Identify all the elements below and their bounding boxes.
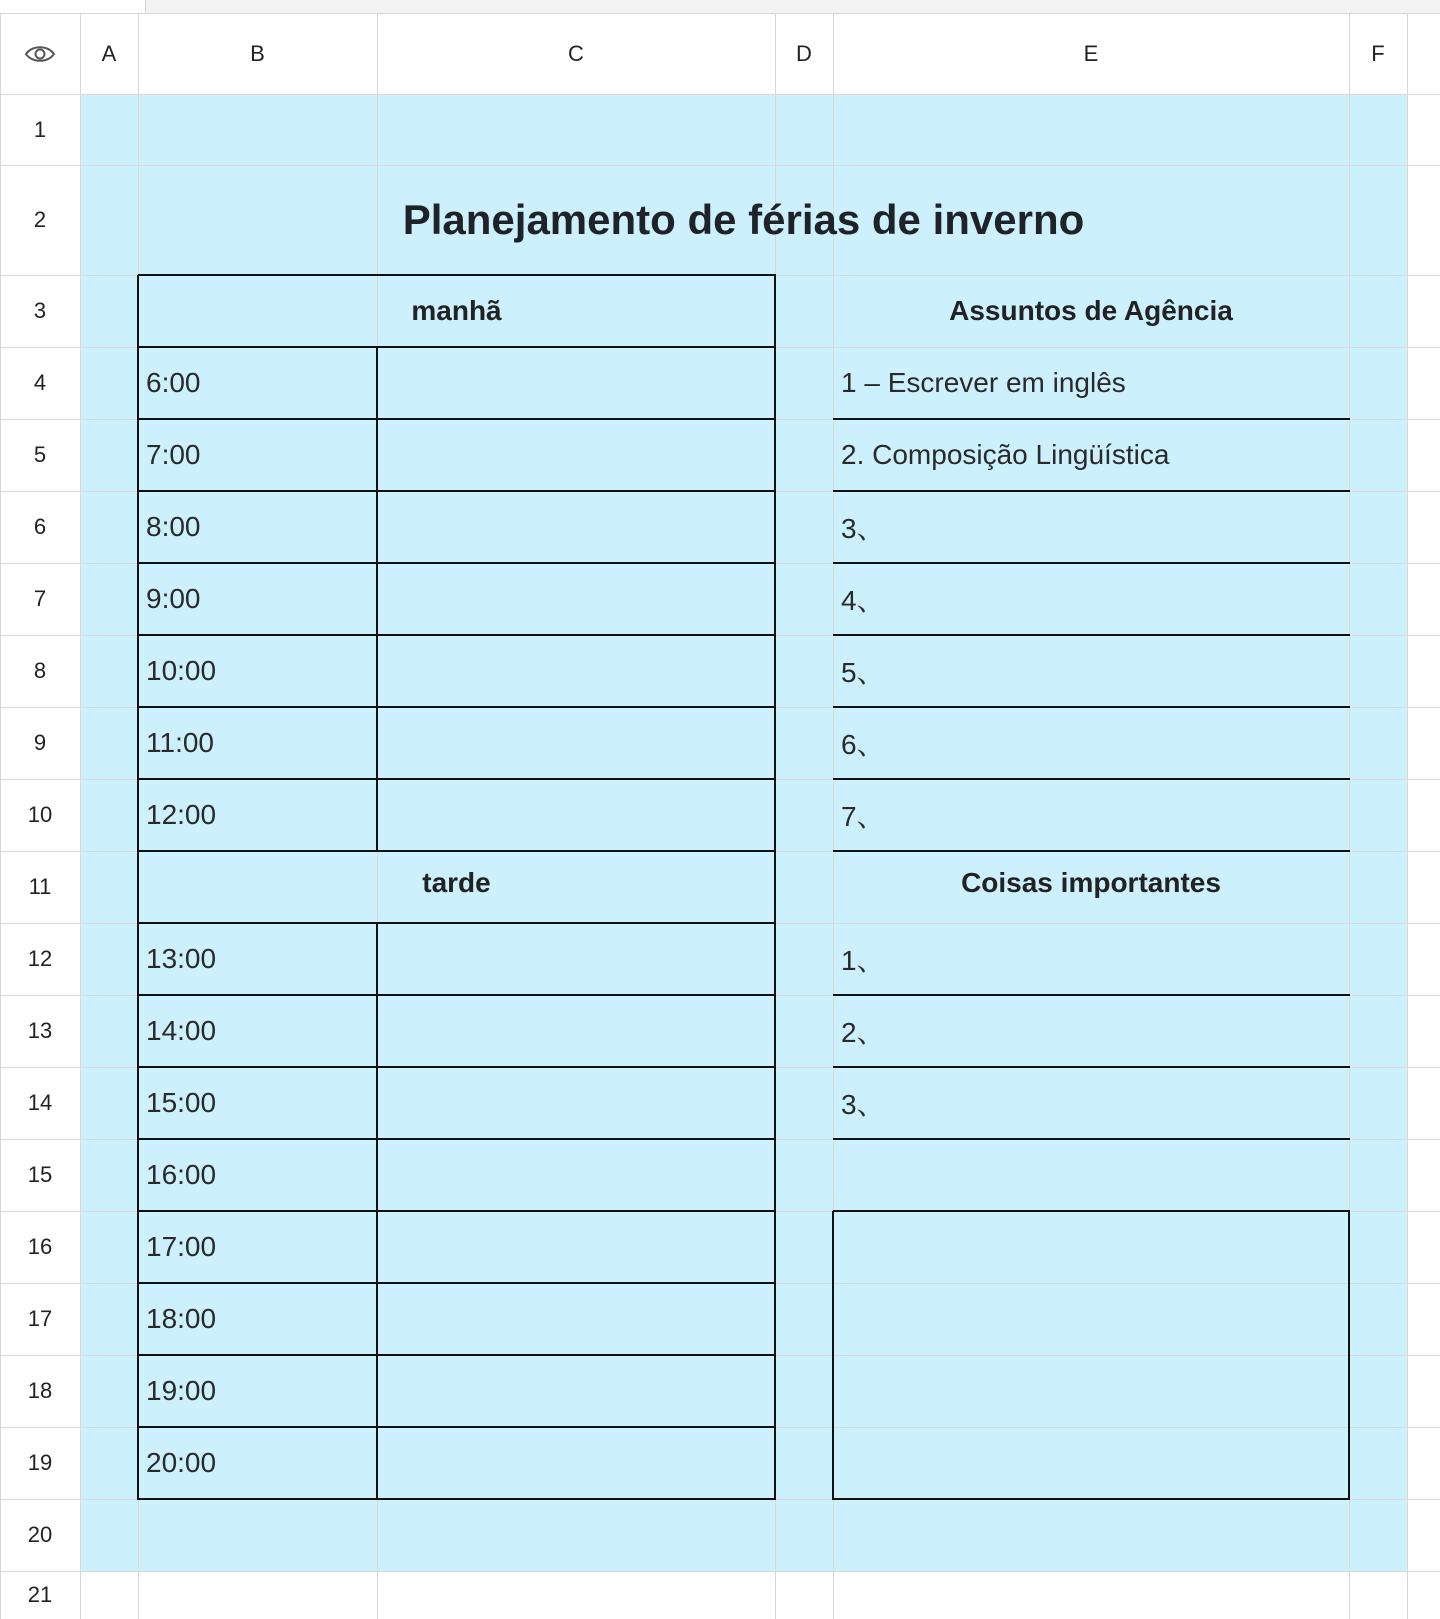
morning-time-cell[interactable]: 11:00 <box>146 727 214 758</box>
grid-vline <box>80 14 81 1619</box>
agency-item-cell[interactable]: 1 – Escrever em inglês <box>841 367 1126 398</box>
table-border-h <box>833 1138 1350 1140</box>
table-border-h <box>833 850 1350 852</box>
important-item-cell[interactable]: 3、 <box>841 1089 885 1120</box>
morning-header[interactable]: manhã <box>411 295 502 326</box>
column-header-d[interactable]: D <box>796 41 812 66</box>
afternoon-time-cell[interactable]: 18:00 <box>146 1303 217 1334</box>
grid-vline <box>1407 14 1408 1619</box>
table-border-h <box>833 994 1350 996</box>
agency-item-cell[interactable]: 2. Composição Lingüística <box>841 439 1170 470</box>
table-border-v <box>1348 1211 1350 1500</box>
table-border-v <box>137 275 139 1500</box>
row-header-9[interactable]: 9 <box>33 730 47 755</box>
eye-icon[interactable] <box>24 43 56 65</box>
table-border-h <box>138 562 776 564</box>
morning-time-cell[interactable]: 7:00 <box>146 439 201 470</box>
row-header-7[interactable]: 7 <box>33 586 47 611</box>
row-header-12[interactable]: 12 <box>27 946 53 971</box>
row-header-15[interactable]: 15 <box>27 1162 53 1187</box>
row-header-21[interactable]: 21 <box>27 1582 53 1607</box>
grid-hline <box>0 1571 1440 1572</box>
morning-time-cell[interactable]: 10:00 <box>146 655 217 686</box>
row-header-19[interactable]: 19 <box>27 1450 53 1475</box>
afternoon-time-cell[interactable]: 17:00 <box>146 1231 217 1262</box>
table-border-h <box>138 778 776 780</box>
important-item-cell[interactable]: 2、 <box>841 1017 885 1048</box>
page-title[interactable]: Planejamento de férias de inverno <box>402 196 1085 243</box>
select-all-corner[interactable] <box>0 14 80 94</box>
table-border-h <box>833 1210 1350 1212</box>
important-header[interactable]: Coisas importantes <box>961 867 1221 898</box>
row-header-11[interactable]: 11 <box>28 874 52 899</box>
row-header-10[interactable]: 10 <box>27 802 53 827</box>
row-header-17[interactable]: 17 <box>27 1306 53 1331</box>
row-header-2[interactable]: 2 <box>33 207 47 232</box>
table-border-h <box>833 1066 1350 1068</box>
agency-item-cell[interactable]: 5、 <box>841 657 885 688</box>
table-border-h <box>833 490 1350 492</box>
name-box[interactable] <box>0 0 146 14</box>
table-border-h <box>138 1138 776 1140</box>
row-header-16[interactable]: 16 <box>27 1234 53 1259</box>
afternoon-time-cell[interactable]: 15:00 <box>146 1087 217 1118</box>
agency-item-cell[interactable]: 7、 <box>841 801 885 832</box>
table-border-h <box>138 346 776 348</box>
row-header-1[interactable]: 1 <box>33 116 47 142</box>
table-border-v <box>376 347 378 852</box>
table-border-h <box>138 490 776 492</box>
column-header-f[interactable]: F <box>1371 41 1385 66</box>
table-border-h <box>833 706 1350 708</box>
table-border-h <box>138 274 776 276</box>
row-header-4[interactable]: 4 <box>33 370 47 395</box>
row-header-5[interactable]: 5 <box>33 442 47 467</box>
agency-header[interactable]: Assuntos de Agência <box>949 295 1233 326</box>
table-border-h <box>138 1354 776 1356</box>
afternoon-time-cell[interactable]: 14:00 <box>146 1015 217 1046</box>
table-border-h <box>138 1210 776 1212</box>
row-header-8[interactable]: 8 <box>33 658 47 683</box>
table-border-v <box>774 275 776 1500</box>
afternoon-time-cell[interactable]: 13:00 <box>146 943 217 974</box>
table-border-h <box>138 1282 776 1284</box>
row-header-13[interactable]: 13 <box>27 1018 53 1043</box>
row-header-20[interactable]: 20 <box>27 1522 53 1547</box>
table-border-h <box>833 418 1350 420</box>
table-border-h <box>138 922 776 924</box>
morning-time-cell[interactable]: 12:00 <box>146 799 217 830</box>
afternoon-header[interactable]: tarde <box>422 867 491 898</box>
column-header-e[interactable]: E <box>1083 41 1099 66</box>
table-border-h <box>138 418 776 420</box>
table-border-h <box>138 1498 776 1500</box>
table-border-h <box>833 1498 1350 1500</box>
afternoon-time-cell[interactable]: 16:00 <box>146 1159 217 1190</box>
formula-bar-strip <box>0 0 1440 14</box>
row-header-3[interactable]: 3 <box>33 298 47 323</box>
table-border-h <box>833 562 1350 564</box>
important-item-cell[interactable]: 1、 <box>841 945 885 976</box>
morning-time-cell[interactable]: 8:00 <box>146 511 201 542</box>
row-header-6[interactable]: 6 <box>33 514 47 539</box>
table-border-h <box>138 1066 776 1068</box>
afternoon-time-cell[interactable]: 19:00 <box>146 1375 217 1406</box>
table-border-v <box>376 923 378 1500</box>
morning-time-cell[interactable]: 9:00 <box>146 583 201 614</box>
column-header-b[interactable]: B <box>250 41 265 66</box>
table-border-h <box>138 994 776 996</box>
row-header-18[interactable]: 18 <box>27 1378 53 1403</box>
grid-hline <box>0 94 1440 95</box>
column-header-a[interactable]: A <box>101 41 117 66</box>
table-border-v <box>832 1211 834 1500</box>
table-border-h <box>833 634 1350 636</box>
table-border-h <box>138 1426 776 1428</box>
table-border-h <box>138 706 776 708</box>
table-border-h <box>833 778 1350 780</box>
agency-item-cell[interactable]: 4、 <box>841 585 885 616</box>
agency-item-cell[interactable]: 3、 <box>841 513 885 544</box>
table-border-h <box>138 850 776 852</box>
row-header-14[interactable]: 14 <box>27 1090 53 1115</box>
column-header-c[interactable]: C <box>568 41 584 66</box>
table-border-h <box>138 634 776 636</box>
morning-time-cell[interactable]: 6:00 <box>146 367 201 398</box>
agency-item-cell[interactable]: 6、 <box>841 729 885 760</box>
afternoon-time-cell[interactable]: 20:00 <box>146 1447 217 1478</box>
